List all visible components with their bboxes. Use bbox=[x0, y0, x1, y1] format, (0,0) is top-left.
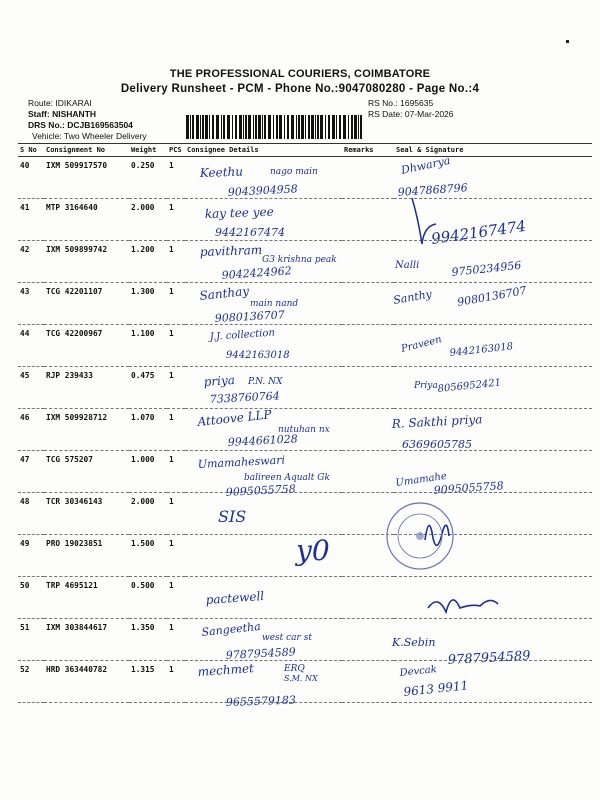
hw-r43-addr: main nand bbox=[250, 299, 299, 309]
cell-pcs: 1 bbox=[167, 661, 185, 703]
staff-label: Staff: bbox=[28, 109, 50, 119]
hw-r44-phone: 9442163018 bbox=[226, 350, 290, 361]
cell-seal-signature bbox=[394, 367, 592, 409]
cell-remarks bbox=[342, 619, 394, 661]
hw-r52-sig-phone: 9613 9911 bbox=[402, 678, 469, 699]
cell-pcs: 1 bbox=[167, 577, 185, 619]
cell-pcs: 1 bbox=[167, 493, 185, 535]
cell-weight: 1.070 bbox=[129, 409, 167, 451]
hw-r42-addr: G3 krishna peak bbox=[262, 255, 337, 265]
cell-seal-signature bbox=[394, 199, 592, 241]
cell-consignment: TCR 30346143 bbox=[44, 493, 129, 535]
cell-consignee bbox=[185, 157, 342, 199]
cell-weight: 0.250 bbox=[129, 157, 167, 199]
col-remarks: Remarks bbox=[342, 144, 394, 157]
staff-line bbox=[28, 109, 96, 120]
hw-r43-sig: Santhy bbox=[392, 287, 433, 307]
cell-remarks bbox=[342, 325, 394, 367]
vehicle-line bbox=[32, 131, 147, 142]
cell-pcs: 1 bbox=[167, 535, 185, 577]
hw-r44-name: J.J. collection bbox=[209, 327, 276, 343]
table-row bbox=[18, 451, 592, 493]
hw-r52-addr2: S.M. NX bbox=[284, 674, 318, 683]
cell-consignee bbox=[185, 367, 342, 409]
hw-r50-name: pactewell bbox=[205, 588, 265, 607]
vehicle-label: Vehicle: bbox=[32, 131, 62, 141]
cell-weight: 0.475 bbox=[129, 367, 167, 409]
cell-remarks bbox=[342, 157, 394, 199]
cell-sno: 43 bbox=[18, 283, 44, 325]
cell-consignee bbox=[185, 199, 342, 241]
cell-consignment: HRD 363440782 bbox=[44, 661, 129, 703]
cell-seal-signature bbox=[394, 325, 592, 367]
cell-weight: 1.100 bbox=[129, 325, 167, 367]
hw-r51-addr: west car st bbox=[262, 633, 312, 643]
hw-r49-name: y0 bbox=[296, 534, 330, 567]
staff-value: NISHANTH bbox=[52, 109, 97, 119]
cell-weight: 1.500 bbox=[129, 535, 167, 577]
table-row bbox=[18, 577, 592, 619]
table-row bbox=[18, 199, 592, 241]
scan-dot bbox=[566, 40, 569, 43]
cell-pcs: 1 bbox=[167, 367, 185, 409]
hw-r40-sig: Dhwarya bbox=[399, 153, 452, 177]
col-seal-signature: Seal & Signature bbox=[394, 144, 592, 157]
hw-r51-name: Sangeetha bbox=[200, 619, 262, 639]
cell-remarks bbox=[342, 367, 394, 409]
cell-consignment: TCG 42200967 bbox=[44, 325, 129, 367]
col-pcs: PCS bbox=[167, 144, 185, 157]
hw-r40-phone: 9043904958 bbox=[227, 182, 299, 199]
hw-r40-sig-phone: 9047868796 bbox=[397, 181, 469, 199]
vehicle-value: Two Wheeler Delivery bbox=[64, 131, 147, 141]
hw-r41-phone: 9442167474 bbox=[215, 226, 285, 239]
cell-remarks bbox=[342, 283, 394, 325]
cell-consignee bbox=[185, 661, 342, 703]
hw-r47-sig: Umamahe bbox=[394, 470, 448, 489]
hw-r44-sig-phone: 9442163018 bbox=[449, 341, 514, 359]
cell-consignment: IXM 303844617 bbox=[44, 619, 129, 661]
table-row bbox=[18, 367, 592, 409]
hw-r46-sig-phone: 6369605785 bbox=[402, 438, 472, 451]
cell-consignee bbox=[185, 241, 342, 283]
cell-weight: 1.300 bbox=[129, 283, 167, 325]
hw-r46-addr: nutuhan nx bbox=[278, 425, 330, 435]
col-consignee: Consignee Details bbox=[185, 144, 342, 157]
hw-r45-phone: 7338760764 bbox=[209, 389, 281, 406]
table-header-row bbox=[18, 144, 592, 157]
hw-r47-phone: 9095055758 bbox=[225, 482, 297, 499]
hw-r41-sig-phone: 9942167474 bbox=[430, 216, 528, 248]
cell-consignment: MTP 3164640 bbox=[44, 199, 129, 241]
cell-sno: 48 bbox=[18, 493, 44, 535]
cell-sno: 46 bbox=[18, 409, 44, 451]
cell-seal-signature bbox=[394, 577, 592, 619]
cell-remarks bbox=[342, 409, 394, 451]
hw-r45-sig: Priya bbox=[414, 381, 438, 391]
cell-consignee bbox=[185, 619, 342, 661]
hw-r41-name: kay tee yee bbox=[204, 204, 274, 221]
table-row bbox=[18, 661, 592, 703]
company-seal-stamp bbox=[384, 500, 456, 572]
hw-r47-sig-phone: 9095055758 bbox=[433, 479, 505, 497]
cell-consignment: RJP 239433 bbox=[44, 367, 129, 409]
cell-sno: 42 bbox=[18, 241, 44, 283]
hw-r42-sig: Nalli bbox=[395, 260, 420, 271]
cell-sno: 40 bbox=[18, 157, 44, 199]
cell-consignment: IXM 509899742 bbox=[44, 241, 129, 283]
cell-consignee bbox=[185, 325, 342, 367]
rs-number: RS No.: 1695635 bbox=[368, 98, 434, 108]
cell-weight: 2.000 bbox=[129, 199, 167, 241]
cell-consignee bbox=[185, 409, 342, 451]
cell-pcs: 1 bbox=[167, 241, 185, 283]
runsheet-title: Delivery Runsheet - PCM - Phone No.:9047080280 - Page No.:4 bbox=[120, 83, 480, 95]
cell-sno: 47 bbox=[18, 451, 44, 493]
hw-r52-phone: 9655579183 bbox=[225, 693, 297, 709]
hw-r45-sig-phone: 8056952421 bbox=[437, 377, 502, 395]
cell-weight: 0.500 bbox=[129, 577, 167, 619]
cell-remarks bbox=[342, 661, 394, 703]
cell-seal-signature bbox=[394, 157, 592, 199]
cell-consignment: PRO 19023851 bbox=[44, 535, 129, 577]
hw-r51-sig: K.Sebin bbox=[392, 636, 436, 649]
cell-sno: 52 bbox=[18, 661, 44, 703]
hw-r51-sig-phone: 9787954589 bbox=[447, 648, 531, 668]
cell-consignee bbox=[185, 535, 342, 577]
hw-r45-name: priya bbox=[203, 372, 236, 389]
cell-pcs: 1 bbox=[167, 157, 185, 199]
cell-consignee bbox=[185, 493, 342, 535]
hw-r40-name: Keethu bbox=[199, 164, 244, 180]
table-row bbox=[18, 619, 592, 661]
rs-info bbox=[368, 98, 454, 120]
col-weight: Weight bbox=[129, 144, 167, 157]
company-name: THE PROFESSIONAL COURIERS, COIMBATORE bbox=[169, 68, 431, 80]
cell-sno: 50 bbox=[18, 577, 44, 619]
hw-r45-addr: P.N. NX bbox=[248, 377, 283, 387]
cell-seal-signature bbox=[394, 241, 592, 283]
cell-pcs: 1 bbox=[167, 619, 185, 661]
cell-sno: 41 bbox=[18, 199, 44, 241]
hw-r42-name: pavithram bbox=[199, 242, 263, 259]
cell-weight: 1.350 bbox=[129, 619, 167, 661]
table-row bbox=[18, 535, 592, 577]
cell-remarks bbox=[342, 451, 394, 493]
runsheet-table bbox=[18, 143, 592, 703]
cell-consignment: IXM 509917570 bbox=[44, 157, 129, 199]
hw-r52-addr: ERQ bbox=[284, 664, 305, 674]
cell-sno: 49 bbox=[18, 535, 44, 577]
drs-value: DCJB169563504 bbox=[67, 120, 133, 130]
cell-pcs: 1 bbox=[167, 325, 185, 367]
route-line bbox=[28, 98, 92, 109]
table-row bbox=[18, 241, 592, 283]
hw-r43-sig-phone: 9080136707 bbox=[456, 283, 528, 309]
cell-consignment: TRP 4695121 bbox=[44, 577, 129, 619]
cell-consignment: IXM 509928712 bbox=[44, 409, 129, 451]
cell-seal-signature bbox=[394, 661, 592, 703]
cell-seal-signature bbox=[394, 451, 592, 493]
hw-r46-name: Attoove LLP bbox=[196, 407, 273, 429]
cell-seal-signature bbox=[394, 283, 592, 325]
hw-r40-addr: nago main bbox=[270, 167, 318, 177]
cell-seal-signature bbox=[394, 409, 592, 451]
rs-date: RS Date: 07-Mar-2026 bbox=[368, 109, 454, 119]
drs-label: DRS No.: bbox=[28, 120, 65, 130]
cell-weight: 1.200 bbox=[129, 241, 167, 283]
barcode bbox=[186, 115, 362, 139]
hw-r47-addr: balireen Aqualt Gk bbox=[244, 473, 330, 483]
table-row bbox=[18, 283, 592, 325]
cell-sno: 44 bbox=[18, 325, 44, 367]
table-row bbox=[18, 157, 592, 199]
hw-r42-phone: 9042424962 bbox=[221, 264, 293, 282]
hw-r52-name: mechmet bbox=[197, 661, 255, 679]
cell-sno: 45 bbox=[18, 367, 44, 409]
hw-r46-sig: R. Sakthi priya bbox=[391, 412, 483, 431]
route-label: Route: bbox=[28, 98, 54, 108]
table-row bbox=[18, 325, 592, 367]
hw-r44-sig: Praveen bbox=[400, 334, 443, 355]
cell-seal-signature bbox=[394, 619, 592, 661]
cell-pcs: 1 bbox=[167, 283, 185, 325]
route-value: IDIKARAI bbox=[55, 98, 92, 108]
cell-pcs: 1 bbox=[167, 199, 185, 241]
hw-r52-sig: Devcak bbox=[399, 664, 438, 679]
cell-weight: 2.000 bbox=[129, 493, 167, 535]
cell-remarks bbox=[342, 199, 394, 241]
cell-pcs: 1 bbox=[167, 451, 185, 493]
cell-consignment: TCG 42201107 bbox=[44, 283, 129, 325]
cell-consignee bbox=[185, 283, 342, 325]
col-consignment: Consignment No bbox=[44, 144, 129, 157]
table-row bbox=[18, 493, 592, 535]
hw-r43-name: Santhay bbox=[198, 283, 250, 303]
cell-weight: 1.000 bbox=[129, 451, 167, 493]
hw-r42-sig-phone: 9750234956 bbox=[450, 258, 522, 279]
hw-r51-phone: 9787954589 bbox=[225, 645, 297, 662]
hw-r47-name: Umamaheswari bbox=[197, 453, 286, 471]
document-header bbox=[0, 68, 600, 95]
cell-consignee bbox=[185, 451, 342, 493]
hw-r48-name: SIS bbox=[218, 507, 247, 526]
cell-consignee bbox=[185, 577, 342, 619]
hw-r46-phone: 9944661028 bbox=[227, 432, 299, 449]
drs-line bbox=[28, 120, 133, 131]
cell-pcs: 1 bbox=[167, 409, 185, 451]
table-row bbox=[18, 409, 592, 451]
cell-weight: 1.315 bbox=[129, 661, 167, 703]
hw-r43-phone: 9080136707 bbox=[214, 308, 286, 325]
cell-remarks bbox=[342, 241, 394, 283]
col-sno: S No bbox=[18, 144, 44, 157]
cell-sno: 51 bbox=[18, 619, 44, 661]
cell-remarks bbox=[342, 577, 394, 619]
cell-consignment: TCG 575207 bbox=[44, 451, 129, 493]
